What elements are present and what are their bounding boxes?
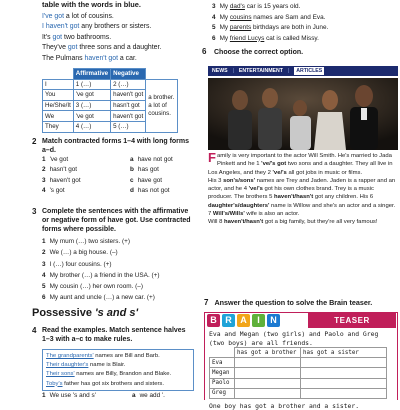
list-item: 2 We (…) a big house. (–) (42, 249, 118, 257)
example-line: The grandparents' names are Bill and Barb. (46, 353, 160, 359)
exercise-instruction: Match contracted forms 1–4 with long forms a–d. (42, 138, 190, 155)
exercise-instruction: 7 Answer the question to solve the Brain teaser. (204, 298, 373, 307)
gap-fill-list (42, 236, 159, 304)
list-item: 6 My aunt and uncle (…) a new car. (+) (42, 294, 155, 302)
drop-cap: F (208, 150, 216, 165)
exercise-instruction: Read the examples. Match sentence halves 1–3 with a–c to make rules. (42, 327, 186, 344)
have-got-examples (42, 12, 161, 64)
exercise-instruction: Complete the sentences with the affirmative or negative form of have got. Use contracted forms where possible. (42, 208, 191, 234)
list-item: 4 's got d has not got (42, 187, 170, 195)
family-photo (208, 78, 398, 150)
exercise-number: 3 (32, 207, 37, 216)
example-line: It's got two bathrooms. (42, 33, 112, 41)
article-nav-bar: NEWS | ENTERTAINMENT | ARTICLES (208, 66, 398, 76)
table-row: Megan (210, 368, 387, 378)
nav-item-news[interactable]: NEWS (212, 68, 228, 74)
family-photo-illustration (208, 78, 398, 150)
list-item: 3 haven't got c have got (42, 176, 163, 184)
brain-teaser-clue: One boy has got a brother and a sister. (209, 402, 360, 410)
exercise-number: 2 (32, 137, 37, 146)
table-row: We 've got haven't got (43, 111, 178, 122)
example-line: Their daughter's name is Blair. (46, 362, 126, 369)
teaser-label: TEASER (308, 313, 396, 328)
list-item: 3 I (…) four cousins. (+) (42, 260, 112, 268)
table-row: Greg (210, 388, 387, 398)
brain-teaser-box (204, 312, 398, 410)
nav-item-articles[interactable]: ARTICLES (296, 68, 323, 74)
list-item: 6 My friend Lucys cat is called Missy. (212, 34, 319, 42)
article-paragraph: Family is very important to the actor Will Smith. He's married to Jada Pinkett and he 1 've/'s got two sons and a daughter. They all live in Los Angeles, and they 2 've/'s all got jobs in music or films. (208, 150, 393, 176)
sentence-list (212, 2, 328, 44)
match-list (42, 155, 192, 197)
list-item: 1 My mum (…) two sisters. (+) (42, 238, 130, 245)
example-line: I've got a lot of cousins. (42, 13, 114, 20)
brain-logo: B R A I N (207, 314, 280, 327)
table-object-cell: a brother. a lot of cousins. (146, 79, 178, 132)
column-header-negative: Negative (111, 69, 146, 80)
example-line: I haven't got any brothers or sisters. (42, 23, 152, 31)
list-item: 2 hasn't got b has got (42, 166, 159, 174)
grid-header-brother: has got a brother (235, 348, 301, 358)
example-line: Their sons' names are Billy, Brandon and Blake. (46, 371, 172, 378)
table-row: I 1 (…) 2 (…) a brother. a lot of cousins. (43, 79, 178, 90)
list-item: 3 My dad's car is 15 years old. (212, 3, 301, 10)
exercise-number: 4 (32, 326, 37, 335)
table-row: Eva (210, 358, 387, 368)
table-row: They 4 (…) 5 (…) (43, 121, 178, 132)
news-article-text (208, 152, 398, 227)
exercise-instruction: Choose the correct option. (214, 49, 304, 56)
exercise-number: 6 (202, 47, 207, 56)
column-header-affirmative: Affirmative (73, 69, 110, 80)
brain-teaser-grid (209, 347, 387, 399)
list-item: 4 My brother (…) a friend in the USA. (+) (42, 271, 160, 279)
example-line: The Pulmans haven't got a car. (42, 54, 137, 62)
brain-teaser-header (205, 313, 396, 328)
article-paragraph: Will 8 haven't/hasn't got a big family, but they're all very famous! (208, 219, 378, 226)
brain-teaser-text: Eva and Megan (two girls) and Paolo and Greg (two boys) are all friends. (209, 330, 379, 347)
list-item: 4 My cousins names are Sam and Eva. (212, 13, 326, 21)
left-column (0, 0, 198, 400)
nav-item-entertainment[interactable]: ENTERTAINMENT (238, 68, 283, 74)
example-line: They've got three sons and a daughter. (42, 44, 162, 52)
example-line: Toby's father has got six brothers and sisters. (46, 380, 165, 387)
list-item: 5 My parents birthdays are both in June. (212, 24, 329, 31)
exercise-number: 7 (204, 298, 209, 307)
list-item: 1 We use 's and s' a we add '. (42, 392, 165, 399)
table-row: He/She/It 3 (…) hasn't got (43, 100, 178, 111)
grid-header-sister: has got a sister (301, 348, 387, 358)
have-got-grammar-table (42, 68, 178, 133)
section-heading: Possessive 's and s' (32, 307, 139, 319)
list-item: 1 've got a have not got (42, 156, 173, 163)
table-row: Paolo (210, 378, 387, 388)
table-instruction: table with the words in blue. (42, 0, 141, 9)
right-column (200, 0, 400, 410)
article-paragraph: His 3 son's/sons' names are Trey and Jaden. Jaden is a rapper and an actor, and he 4 've/'s got his own clothes brand. Trey is a music producer. The brothers 5 haven't/hasn't got any children. His 6 daughter's/daughters' name is Willow and she's an actor and a singer. 7 Will's/Wills' wife is also an actor. (208, 177, 396, 218)
list-item: 5 My cousin (…) her own room. (–) (42, 283, 143, 291)
table-row: You 've got haven't got (43, 90, 178, 101)
possessive-example-box (42, 349, 194, 391)
